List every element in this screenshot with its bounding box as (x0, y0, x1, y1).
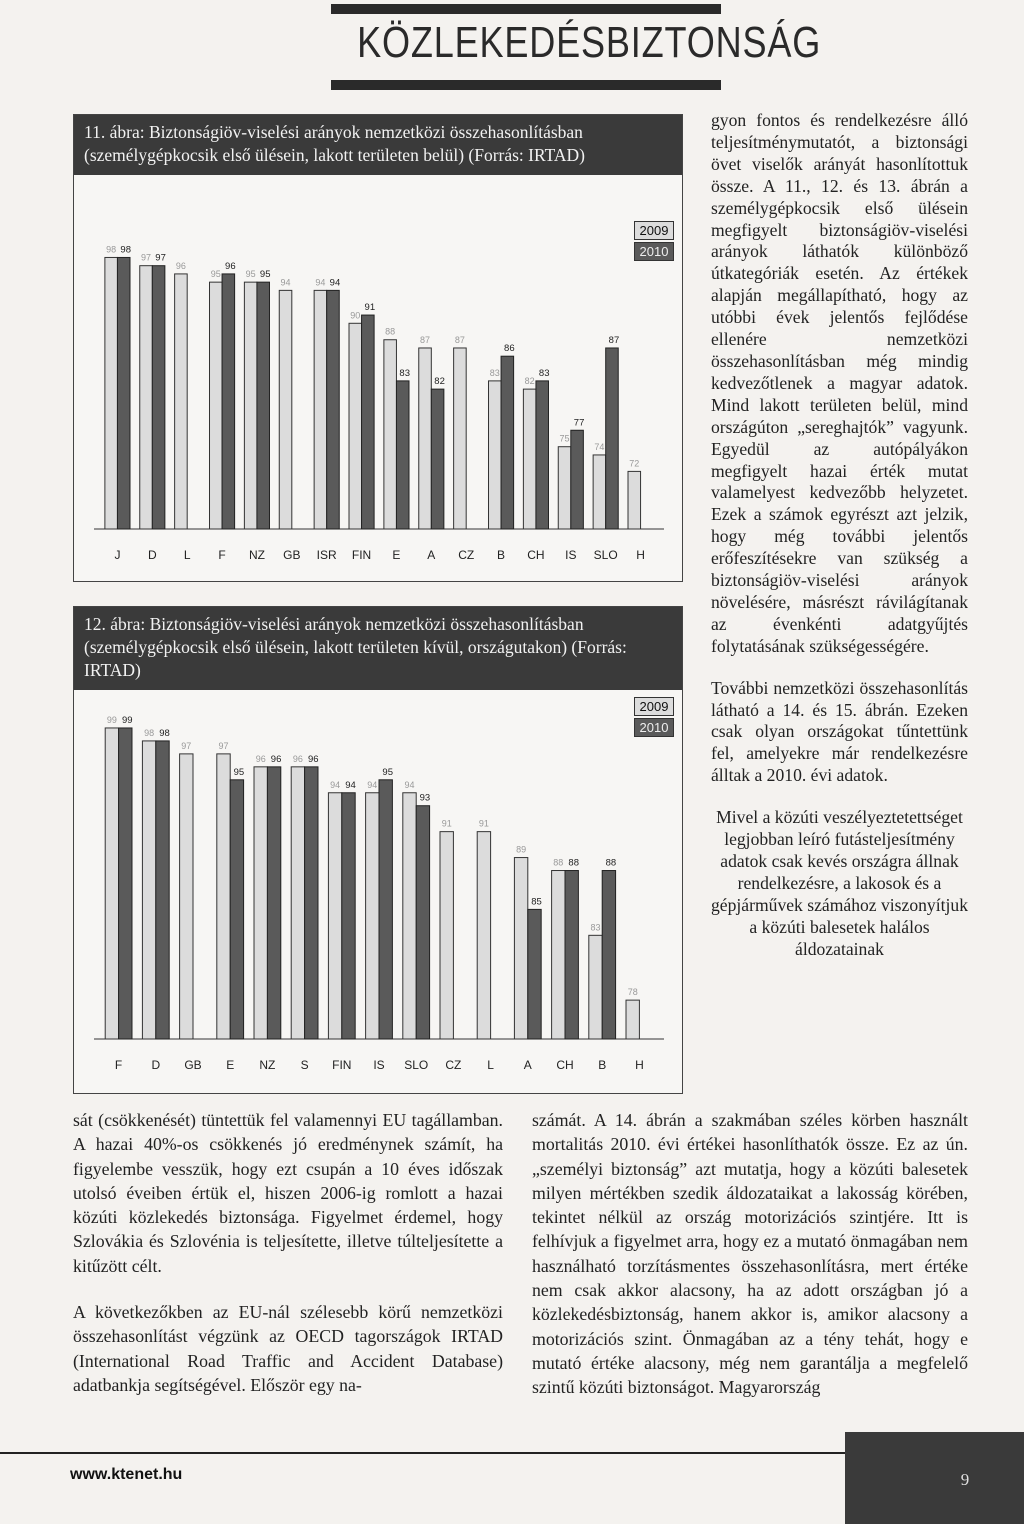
bar-2009-CH (552, 871, 565, 1039)
figure-12-chart (90, 701, 668, 1077)
label-2010-A: 85 (531, 896, 542, 908)
left-column (73, 1108, 503, 1419)
label-2009-D: 97 (141, 252, 152, 263)
legend-2009: 2009 (634, 697, 674, 716)
bar-2009-D (140, 266, 153, 529)
header-rule-top (331, 4, 721, 14)
tick-label-J: J (114, 548, 121, 562)
bar-2009-L (175, 274, 188, 529)
tick-label-A: A (523, 1058, 532, 1072)
label-2009-F: 95 (210, 269, 221, 280)
figure-12-svg (90, 701, 668, 1077)
bar-2010-B (602, 871, 615, 1039)
label-2009-H: 78 (627, 987, 638, 998)
tick-label-SLO: SLO (593, 548, 618, 562)
bar-2010-CH (565, 871, 578, 1039)
bar-2010-NZ (267, 767, 280, 1039)
bar-2009-ISR (314, 290, 327, 529)
label-2010-B: 86 (504, 343, 515, 355)
label-2009-B: 83 (489, 367, 500, 378)
label-2010-F: 96 (225, 260, 236, 272)
bar-2009-H (628, 471, 641, 529)
tick-label-CH: CH (527, 548, 545, 562)
bar-2009-FIN (328, 793, 341, 1039)
footer-url: www.ktenet.hu (70, 1466, 183, 1483)
tick-label-GB: GB (184, 1058, 202, 1072)
bar-2010-S (305, 767, 318, 1039)
label-2009-A: 89 (516, 844, 527, 855)
bar-2010-F (222, 274, 235, 529)
bar-2010-SLO (606, 348, 619, 529)
bar-2009-CH (523, 389, 536, 529)
bar-2009-GB (180, 754, 193, 1039)
label-2009-FIN: 90 (350, 310, 361, 321)
label-2010-NZ: 95 (259, 269, 271, 281)
bar-2009-E (384, 340, 397, 529)
label-2009-SLO: 94 (404, 779, 415, 790)
bar-2010-IS (571, 430, 584, 529)
bar-2009-CZ (454, 348, 467, 529)
bar-2010-A (431, 389, 444, 529)
label-2009-B: 83 (590, 922, 601, 933)
bar-2010-J (117, 257, 130, 529)
bar-2009-F (210, 282, 223, 529)
tick-label-IS: IS (565, 548, 577, 562)
label-2009-CZ: 87 (454, 334, 465, 345)
bar-2009-NZ (244, 282, 257, 529)
label-2010-F: 99 (122, 714, 133, 726)
tick-label-FIN: FIN (332, 1058, 352, 1072)
footer-rule (0, 1452, 845, 1454)
label-2009-CZ: 91 (441, 818, 452, 829)
label-2009-IS: 94 (367, 779, 378, 790)
label-2010-ISR: 94 (329, 277, 341, 289)
label-2010-D: 98 (159, 727, 170, 739)
bar-2009-NZ (254, 767, 267, 1039)
legend-2010: 2010 (634, 718, 674, 737)
bar-2009-IS (558, 447, 571, 529)
label-2010-IS: 95 (382, 766, 393, 778)
label-2009-SLO: 74 (594, 441, 605, 452)
bar-2009-FIN (349, 323, 362, 529)
tick-label-E: E (226, 1058, 235, 1072)
tick-label-A: A (427, 548, 436, 562)
label-2009-H: 72 (629, 458, 640, 469)
tick-label-E: E (392, 548, 401, 562)
tick-label-H: H (635, 1058, 644, 1072)
label-2010-NZ: 96 (270, 753, 282, 765)
bar-2009-CZ (440, 832, 453, 1039)
label-2009-S: 96 (292, 753, 303, 764)
bar-2010-NZ (257, 282, 270, 529)
bar-2009-H (626, 1000, 639, 1039)
label-2009-GB: 94 (280, 277, 291, 288)
tick-label-CZ: CZ (458, 548, 475, 562)
label-2009-L: 91 (478, 818, 489, 829)
label-2009-D: 98 (144, 727, 155, 738)
bar-2009-B (589, 935, 602, 1039)
right-column (711, 110, 968, 981)
figure-12-caption: 12. ábra: Biztonságiöv-viselési arányok nemzetközi összehasonlításban (személygépkocsik első ülésein, lakott területen kívül, országutakon) (Forrás: IRTAD) (74, 607, 682, 690)
label-2009-L: 96 (175, 260, 186, 271)
tick-label-D: D (147, 548, 157, 562)
bar-2009-D (142, 741, 155, 1039)
legend-2009: 2009 (634, 221, 674, 240)
figure-12 (73, 606, 683, 1094)
label-2009-E: 97 (218, 740, 229, 751)
label-2010-E: 83 (399, 367, 411, 379)
bar-2010-FIN (362, 315, 375, 529)
right-paragraph-2: További nemzetközi összehasonlítás látható a 14. és 15. ábrán. Ezeken csak olyan országokat tűntettünk fel, amelyekre már rendelkezésre álltak a 2010. évi adatok. (711, 677, 968, 786)
label-2009-CH: 88 (553, 857, 564, 868)
bar-2010-D (156, 741, 169, 1039)
tick-label-S: S (300, 1058, 309, 1072)
label-2010-SLO: 93 (419, 792, 431, 804)
bar-2010-IS (379, 780, 392, 1039)
bar-2010-FIN (342, 793, 355, 1039)
label-2009-E: 88 (385, 326, 396, 337)
label-2009-CH: 82 (524, 376, 535, 387)
bar-2009-IS (366, 793, 379, 1039)
left-paragraph-2: A következőkben az EU-nál szélesebb körű nemzetközi összehasonlítást végzünk az OECD tagországok IRTAD (International Road Traffic and Accident Database) adatbankja segítségével. Először egy na- (73, 1302, 503, 1395)
figure-11 (73, 114, 683, 582)
label-2010-SLO: 87 (608, 334, 620, 346)
label-2010-FIN: 91 (364, 302, 376, 314)
tick-label-IS: IS (373, 1058, 385, 1072)
tick-label-NZ: NZ (248, 548, 265, 562)
label-2010-A: 82 (434, 376, 445, 388)
tick-label-ISR: ISR (316, 548, 337, 562)
page-number: 9 (960, 1470, 970, 1489)
label-2009-J: 98 (106, 244, 117, 255)
bar-2009-A (514, 858, 527, 1039)
label-2010-FIN: 94 (345, 779, 356, 791)
tick-label-B: B (497, 548, 506, 562)
bar-2010-E (230, 780, 243, 1039)
middle-column (532, 1108, 968, 1400)
bar-2010-F (119, 728, 132, 1039)
footer-page-box (845, 1432, 1024, 1524)
label-2010-B: 88 (605, 857, 617, 869)
tick-label-NZ: NZ (259, 1058, 276, 1072)
right-paragraph-1: gyon fontos és rendelkezésre álló teljesítménymutatót, a biztonsági övet viselők arányát hasonlítottuk össze. A 11., 12. és 13. ábrán a személygépkocsik első ülésein megfigyelt biztonságiöv-viselési arányok láthatók különböző útkategóriák esetén. Az értékek alapján megállapítható, hogy az utóbbi évek jelentős fejlődése ellenére nemzetközi összehasonlításban még mindig kedvezőtlenek a magyar adatok. Mind lakott területen belül, mind országúton „sereghajtók” vagyunk. Egyedül az autópályákon megfigyelt hazai érték mutat valamelyest kedvezőbb helyzetet. Ezek a számok egyrészt azt jelzik, hogy még további jelentős erőfeszítésekre van szükség a biztonságiöv-viselési arányok növelésére, másrészt rávilágítanak az évenkénti adatgyűjtés folytatásának szükségességére. (711, 110, 968, 656)
label-2010-CH: 88 (568, 857, 579, 869)
label-2010-D: 97 (155, 252, 166, 264)
label-2010-E: 95 (233, 766, 245, 778)
tick-label-B: B (598, 1058, 607, 1072)
page-header-title: KÖZLEKEDÉSBIZTONSÁG (357, 18, 822, 67)
bar-2009-L (477, 832, 490, 1039)
label-2010-J: 98 (120, 244, 132, 256)
tick-label-F: F (114, 1058, 123, 1072)
bar-2010-ISR (327, 290, 340, 529)
header-rule-bottom (331, 80, 721, 90)
middle-paragraph-1: számát. A 14. ábrán a szakmában széles körben használt mortalitás 2010. évi értékei hasonlíthatók össze. Ez az ún. „személyi biztonság” azt mutatja, hogy a közúti balesetek milyen mértékben szedik áldozataikat a lakosság körében, tekintet nélkül az ország motorizációs szintjére. Itt is felhívjuk a figyelmet arra, hogy ez a mutató önmagában nem használható torzításmentes összehasonlításra, mert értéke nem csak akkor alacsony, ha az adott országban jó a közlekedésbiztonság, hanem akkor is, amikor alacsony a motorizációs szint. Önmagában az a tény tehát, hogy e mutató értéke alacsony, még nem garantálja a megfelelő szintű közúti biztonságot. Magyarország (532, 1110, 968, 1398)
label-2010-S: 96 (308, 753, 319, 765)
tick-label-H: H (636, 548, 645, 562)
bar-2009-B (489, 381, 502, 529)
left-paragraph-1: sát (csökkenését) tüntettük fel valamennyi EU tagállamban. A hazai 40%-os csökkenés jó eredménynek számít, ha figyelembe vesszük, hogy ezt csupán a 10 éves időszak utolsó éveiben értük el, hiszen 2006-ig romlott a hazai közúti közlekedés biztonsága. Figyelmet érdemel, hogy Szlovákia és Szlovénia is teljesítette, illetve túlteljesítette a kitűzött célt. (73, 1110, 503, 1276)
label-2009-ISR: 94 (315, 277, 326, 288)
bar-2009-SLO (403, 793, 416, 1039)
bar-2009-S (291, 767, 304, 1039)
tick-label-CZ: CZ (445, 1058, 462, 1072)
label-2009-NZ: 95 (245, 269, 256, 280)
bar-2010-A (528, 909, 541, 1039)
bar-2010-SLO (416, 806, 429, 1039)
tick-label-GB: GB (283, 548, 301, 562)
bar-2010-E (396, 381, 409, 529)
bar-2009-J (105, 257, 118, 529)
legend-2010: 2010 (634, 242, 674, 261)
tick-label-D: D (151, 1058, 161, 1072)
figure-11-svg (90, 227, 668, 567)
tick-label-F: F (218, 548, 226, 562)
label-2009-FIN: 94 (330, 779, 341, 790)
bar-2009-F (105, 728, 118, 1039)
tick-label-FIN: FIN (351, 548, 372, 562)
label-2009-GB: 97 (181, 740, 192, 751)
label-2009-NZ: 96 (255, 753, 266, 764)
figure-11-caption: 11. ábra: Biztonságiöv-viselési arányok nemzetközi összehasonlításban (személygépkocsik első ülésein, lakott területen belül) (Forrás: IRTAD) (74, 115, 682, 175)
bar-2010-D (152, 266, 165, 529)
tick-label-L: L (183, 548, 191, 562)
bar-2009-A (419, 348, 432, 529)
label-2010-IS: 77 (573, 417, 585, 429)
bar-2009-E (217, 754, 230, 1039)
label-2010-CH: 83 (538, 367, 550, 379)
bar-2010-B (501, 356, 514, 529)
bar-2009-GB (279, 290, 292, 529)
figure-11-chart (90, 227, 668, 567)
right-paragraph-3: Mivel a közúti veszélyeztetettséget legjobban leíró futásteljesítmény adatok csak kevés országra állnak rendelkezésre, a lakosok és a gépjárművek számához viszonyítjuk a közúti balesetek halálos áldozatainak (711, 807, 968, 959)
label-2009-A: 87 (420, 334, 431, 345)
label-2009-F: 99 (106, 714, 117, 725)
tick-label-L: L (487, 1058, 494, 1072)
bar-2010-CH (536, 381, 549, 529)
tick-label-SLO: SLO (404, 1058, 429, 1072)
tick-label-CH: CH (556, 1058, 574, 1072)
label-2009-IS: 75 (559, 433, 570, 444)
bar-2009-SLO (593, 455, 606, 529)
